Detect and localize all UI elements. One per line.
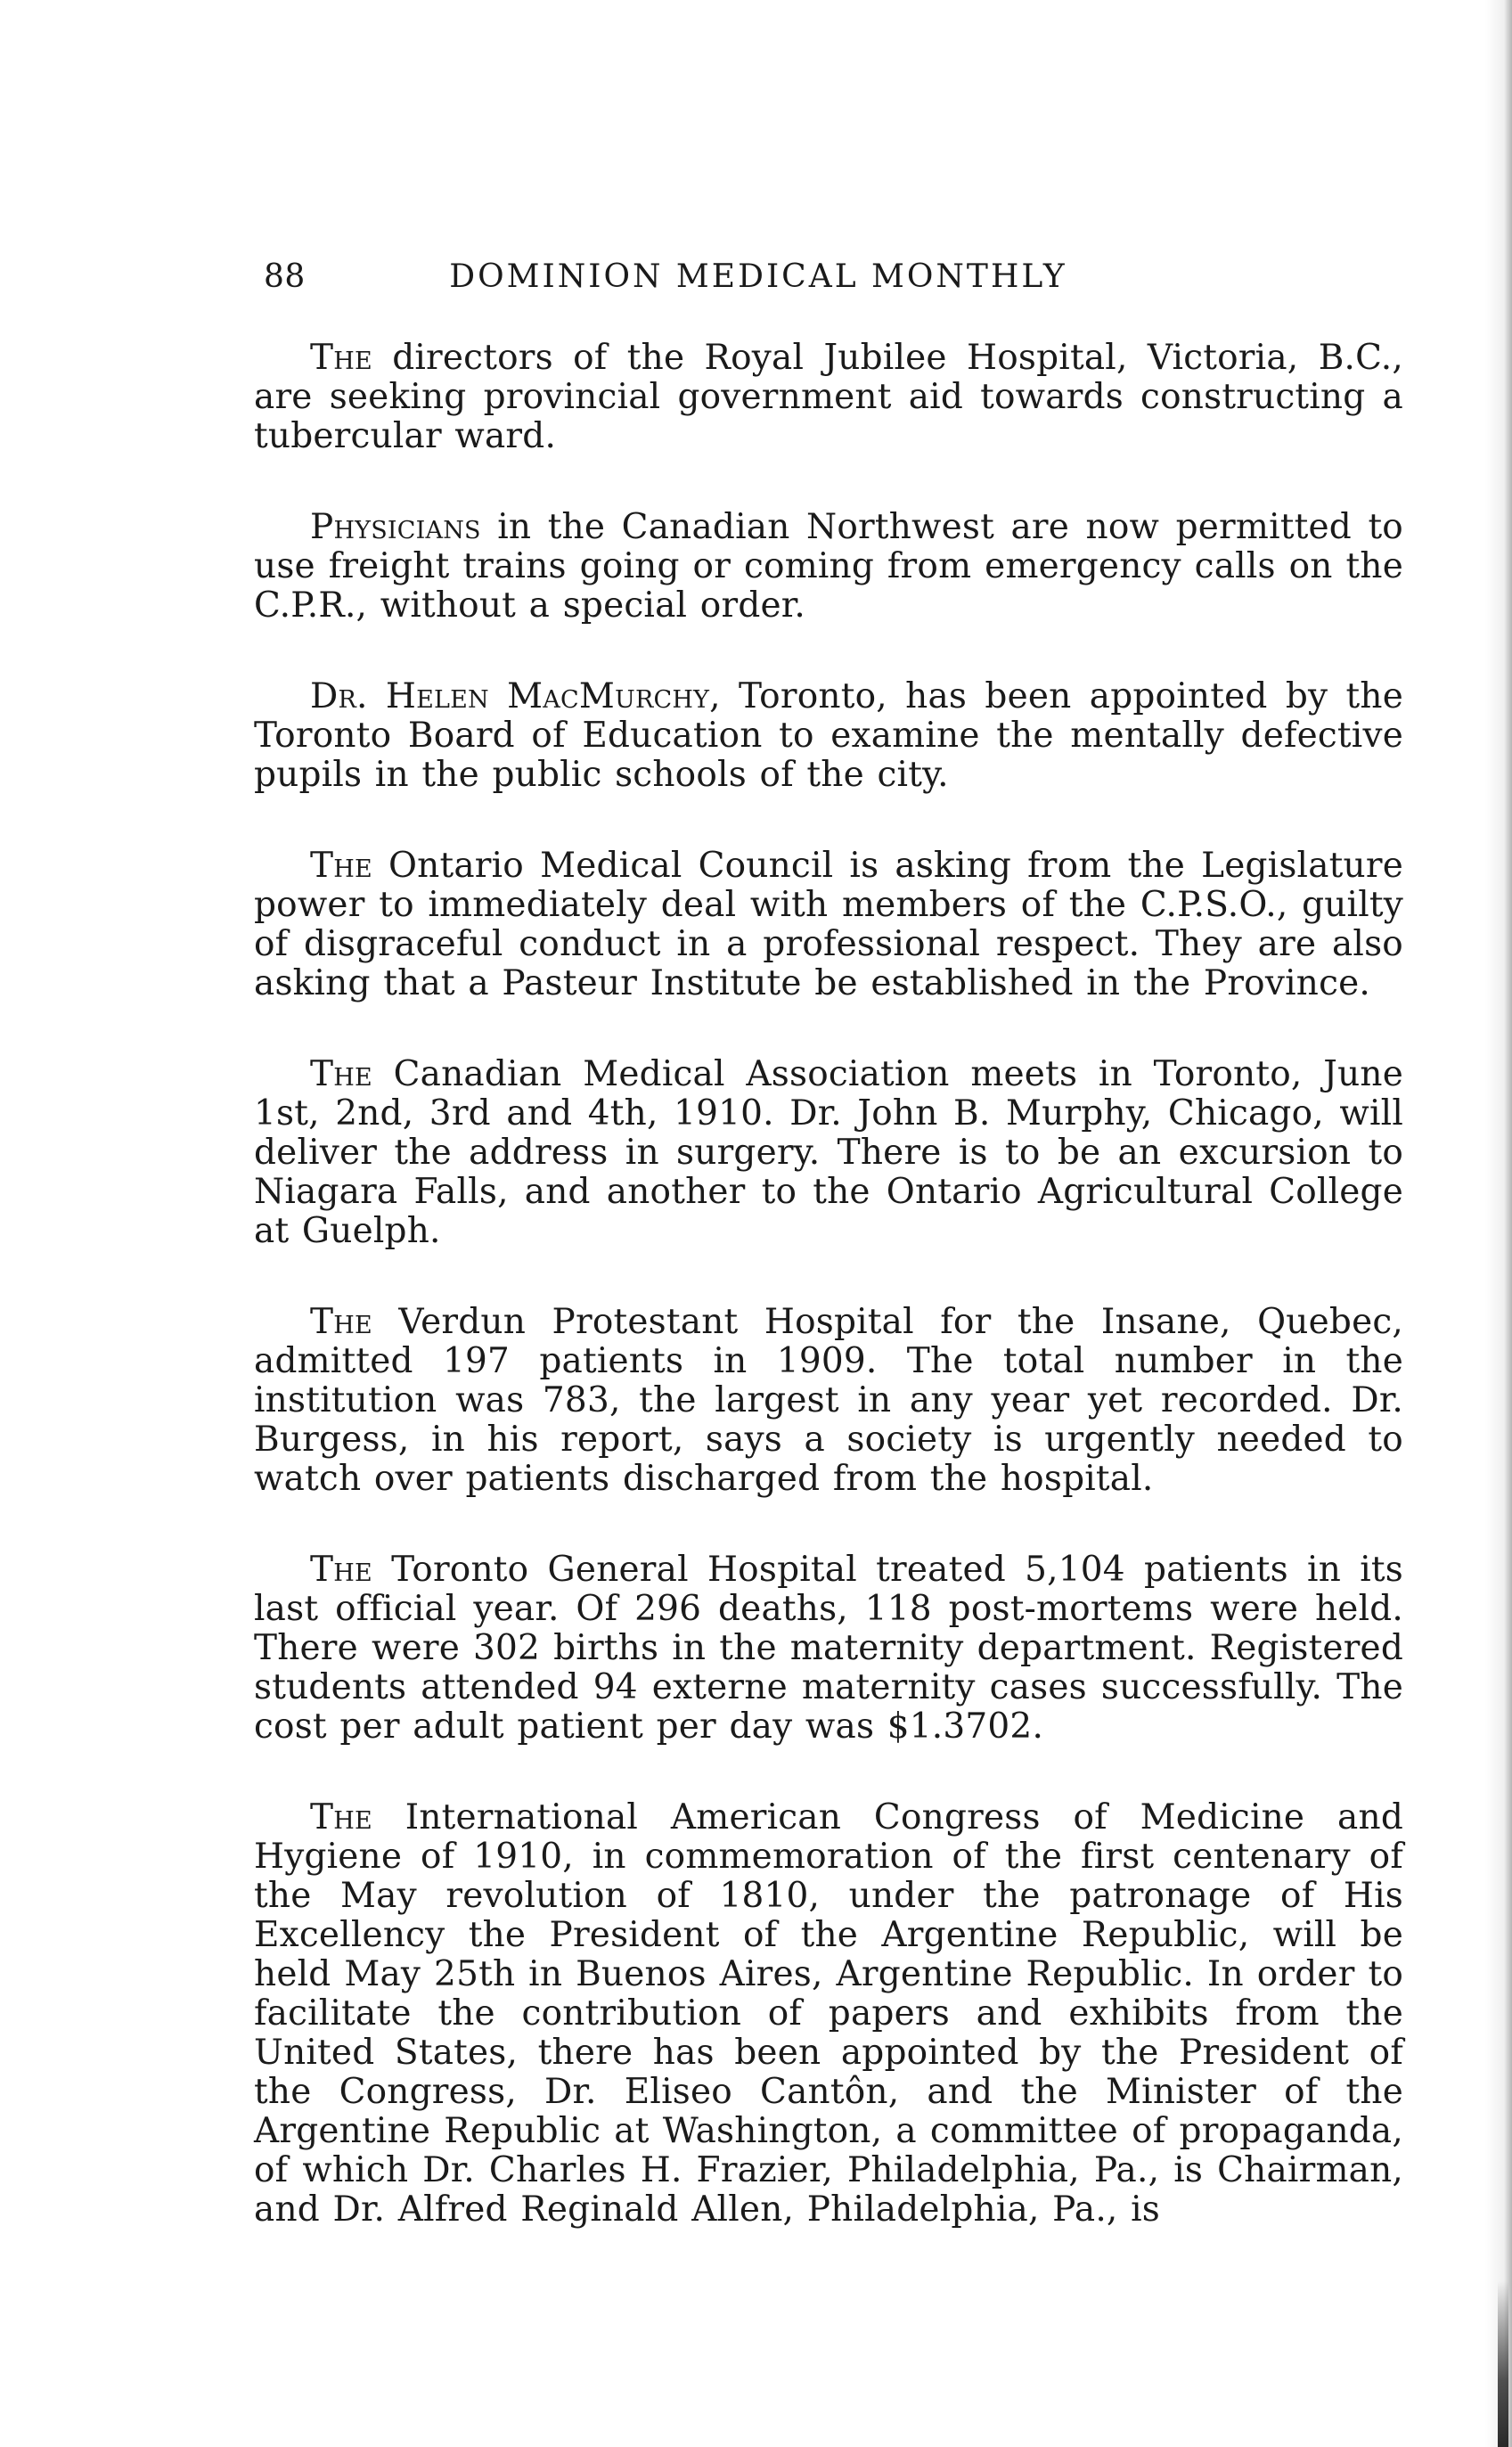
lead-word: Physicians [310, 507, 481, 547]
article-body [254, 339, 1403, 2281]
lead-word: The [310, 1054, 372, 1094]
page-header [264, 258, 1181, 303]
news-item [254, 1551, 1403, 1747]
news-item [254, 508, 1403, 626]
news-item [254, 847, 1403, 1003]
page-number: 88 [264, 258, 306, 295]
scan-edge-dark [1498, 2281, 1508, 2447]
paragraph-text: International American Congress of Medicine and Hygiene of 1910, in commemoration of the first centenary of the May revolution of 1810, under the patronage of His Excellency the President of the Argentine Republic, will be held May 25th in Buenos Aires, Argentine Republic. In order to facilitate the contribution of papers and exhibits from the United States, there has been appointed by the President of the Congress, Dr. Eliseo Cantôn, and the Minister of the Argentine Republic at Washington, a committee of propaganda, of which Dr. Charles H. Frazier, Philadelphia, Pa., is Chairman, and Dr. Alfred Reginald Allen, Philadelphia, Pa., is [254, 1797, 1403, 2230]
paragraph-text: in the Canadian Northwest are now permitted to use freight trains going or coming from emergency calls on the C.P.R., without a special order. [254, 507, 1403, 626]
lead-word: The [310, 1797, 372, 1837]
paragraph-text: Toronto, has been appointed by the Toronto Board of Education to examine the mentally defective pupils in the public schools of the city. [254, 676, 1403, 795]
journal-title: DOMINION MEDICAL MONTHLY [449, 258, 1067, 295]
news-item [254, 339, 1403, 456]
lead-word: The [310, 338, 372, 378]
lead-word: The [310, 1550, 372, 1590]
lead-word: The [310, 846, 372, 886]
paragraph-text: directors of the Royal Jubilee Hospital, Victoria, B.C., are seeking provincial government aid towards constructing a tubercular ward. [254, 338, 1403, 456]
lead-word: Dr. Helen MacMurchy, [310, 676, 721, 716]
lead-word: The [310, 1302, 372, 1342]
news-item [254, 1303, 1403, 1499]
paragraph-text: Canadian Medical Association meets in Toronto, June 1st, 2nd, 3rd and 4th, 1910. Dr. John B. Murphy, Chicago, will deliver the address in surgery. There is to be an excursion to Niagara Falls, and another to the Ontario Agricultural College at Guelph. [254, 1054, 1403, 1251]
paragraph-text: Toronto General Hospital treated 5,104 patients in its last official year. Of 296 deaths, 118 post-mortems were held. There were 302 births in the maternity department. Registered students attended 94 externe maternity cases successfully. The cost per adult patient per day was $1.3702. [254, 1550, 1403, 1747]
paragraph-text: Ontario Medical Council is asking from the Legislature power to immediately deal with members of the C.P.S.O., guilty of disgraceful conduct in a professional respect. They are also asking that a Pasteur Institute be established in the Province. [254, 846, 1403, 1003]
news-item [254, 677, 1403, 795]
paragraph-text: Verdun Protestant Hospital for the Insane, Quebec, admitted 197 patients in 1909. The total number in the institution was 783, the largest in any year yet recorded. Dr. Burgess, in his report, says a society is urgently needed to watch over patients discharged from the hospital. [254, 1302, 1403, 1499]
scan-edge-shadow [1485, 0, 1512, 2447]
news-item [254, 1055, 1403, 1251]
news-item [254, 1798, 1403, 2230]
